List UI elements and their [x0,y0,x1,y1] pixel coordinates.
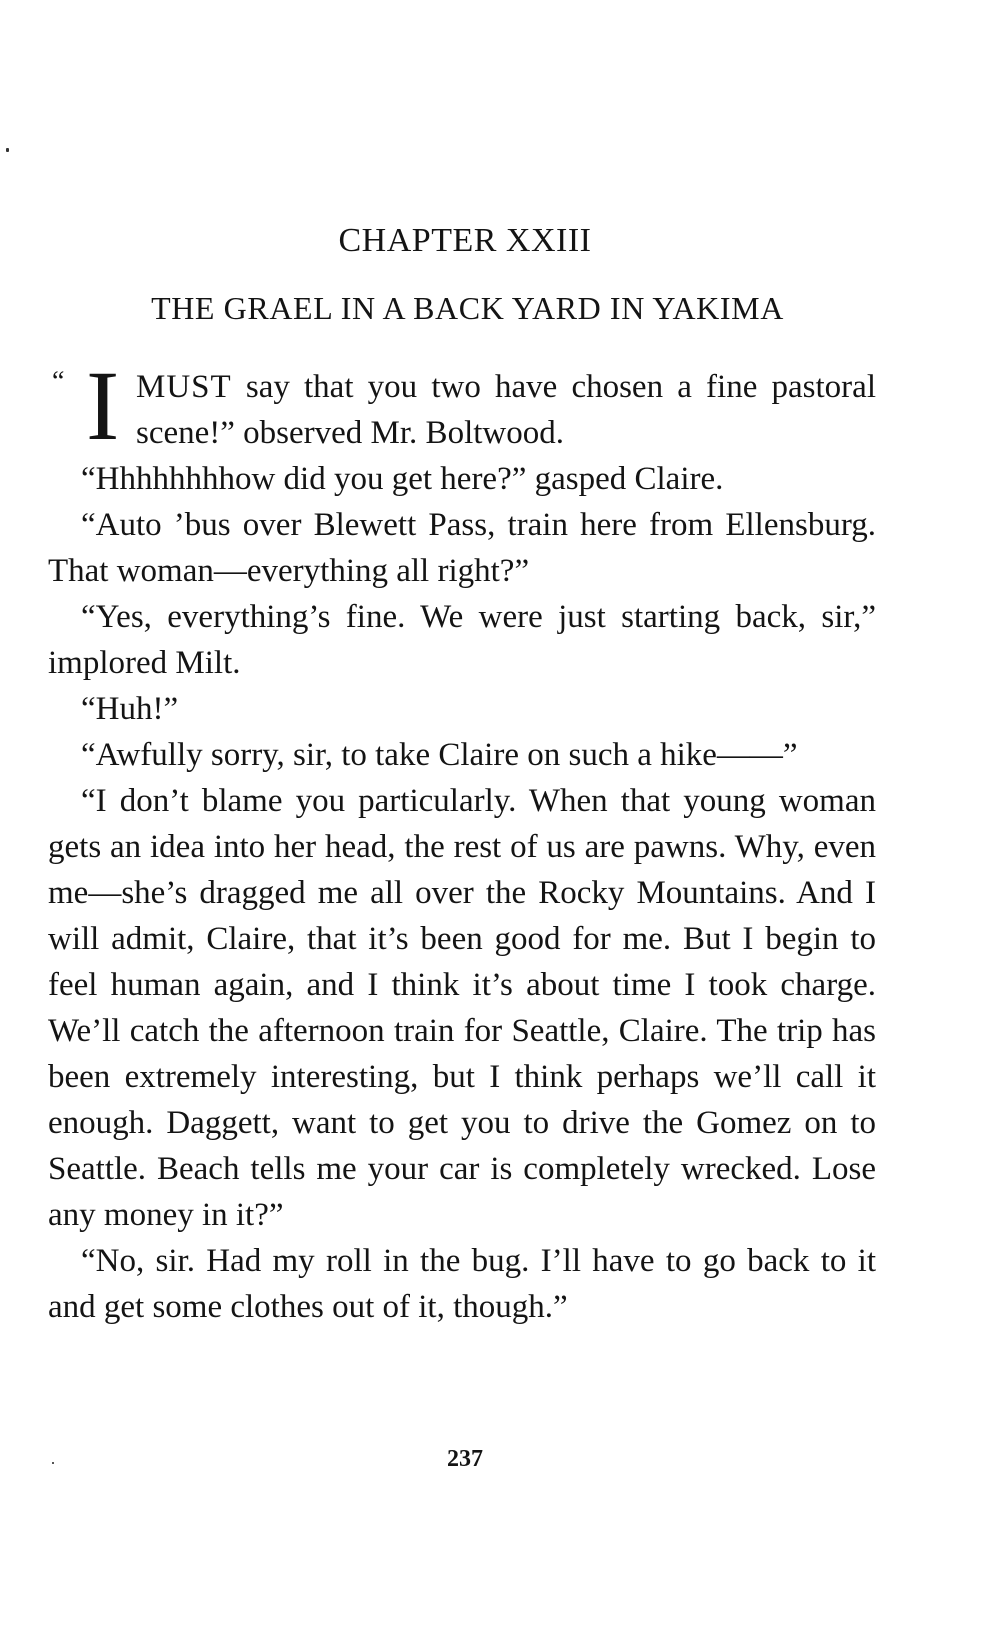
paragraph: “Yes, everything’s fine. We were just starting back, sir,” implored Milt. [48,599,876,681]
chapter-title: THE GRAEL IN A BACK YARD IN YAKIMA [151,290,784,326]
paragraph: “I don’t blame you particularly. When that young woman gets an idea into her head, the rest of us are pawns. Why, even me—she’s dragged me all over the Rocky Mountains. And I will admit, Claire, that it’s been good for me. But I begin to feel human again, and I think it’s about time I took charge. We’ll catch the afternoon train for Seattle, Claire. The trip has been extremely interesting, but I think perhaps we’ll call it enough. Daggett, want to get you to drive the Gomez on to Seattle. Beach tells me your car is completely wrecked. Lose any money in it?” [48,783,876,1233]
drop-cap: I [86,350,120,461]
opening-text: say that you two have chosen a fine pastoral scene!” observed Mr. Boltwood. [136,369,876,451]
paragraph: “Auto ’bus over Blewett Pass, train here from Ellensburg. That woman—everything all right?” [48,507,876,589]
paragraph: “Huh!” [81,691,179,727]
opening-quote-mark: “ [52,366,65,397]
paragraph: “No, sir. Had my roll in the bug. I’ll have to go back to it and get some clothes out of it, though.” [48,1243,876,1325]
chapter-number: CHAPTER XXIII [338,222,592,259]
page-number: 237 [447,1446,483,1472]
opening-paragraph [48,350,876,461]
margin-dot [52,1462,54,1464]
opening-first-word: MUST [136,369,232,405]
body-text [48,350,876,1330]
paragraph: “Awfully sorry, sir, to take Claire on such a hike——” [81,737,798,773]
paragraph: “Hhhhhhhhow did you get here?” gasped Claire. [81,461,724,497]
margin-speck [6,148,9,152]
